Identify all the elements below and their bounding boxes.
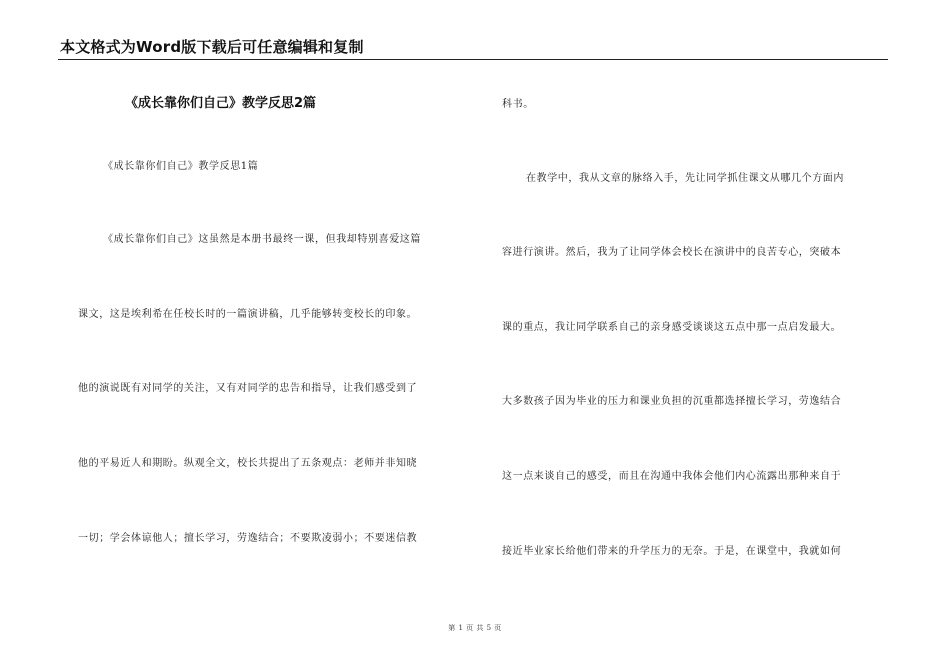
paragraph-line: 一切；学会体谅他人；擅长学习，劳逸结合；不要欺凌弱小；不要迷信教: [78, 533, 418, 544]
paragraph-line: 大多数孩子因为毕业的压力和课业负担的沉重都选择擅长学习，劳逸结合: [502, 396, 842, 407]
paragraph-line: 课文，这是埃利希在任校长时的一篇演讲稿，几乎能够转变校长的印象。: [78, 309, 418, 320]
paragraph-line: 这一点来谈自己的感受，而且在沟通中我体会他们内心流露出那种来自于: [502, 471, 842, 482]
page-header-title: 本文格式为Word版下载后可任意编辑和复制: [60, 38, 364, 56]
paragraph-line: 容进行演讲。然后，我为了让同学体会校长在演讲中的良苦专心，突破本: [502, 247, 842, 258]
paragraph-line: 《成长靠你们自己》这虽然是本册书最终一课，但我却特别喜爱这篇: [103, 234, 421, 245]
paragraph-line: 课的重点，我让同学联系自己的亲身感受谈谈这五点中那一点启发最大。: [502, 322, 842, 333]
paragraph-line: 科书。: [502, 99, 534, 110]
paragraph-line: 在教学中，我从文章的脉络入手，先让同学抓住课文从哪几个方面内: [526, 173, 844, 184]
paragraph-line: 他的演说既有对同学的关注，又有对同学的忠告和指导，让我们感受到了: [78, 383, 418, 394]
document-title: 《成长靠你们自己》教学反思2篇: [125, 96, 317, 111]
paragraph-line: 他的平易近人和期盼。纵观全文，校长共提出了五条观点：老师并非知晓: [78, 458, 418, 469]
section-subtitle: 《成长靠你们自己》教学反思1篇: [103, 161, 259, 172]
header-divider: [58, 59, 888, 60]
page-number: 第 1 页 共 5 页: [448, 624, 502, 632]
paragraph-line: 接近毕业家长给他们带来的升学压力的无奈。于是，在课堂中，我就如何: [502, 546, 842, 557]
